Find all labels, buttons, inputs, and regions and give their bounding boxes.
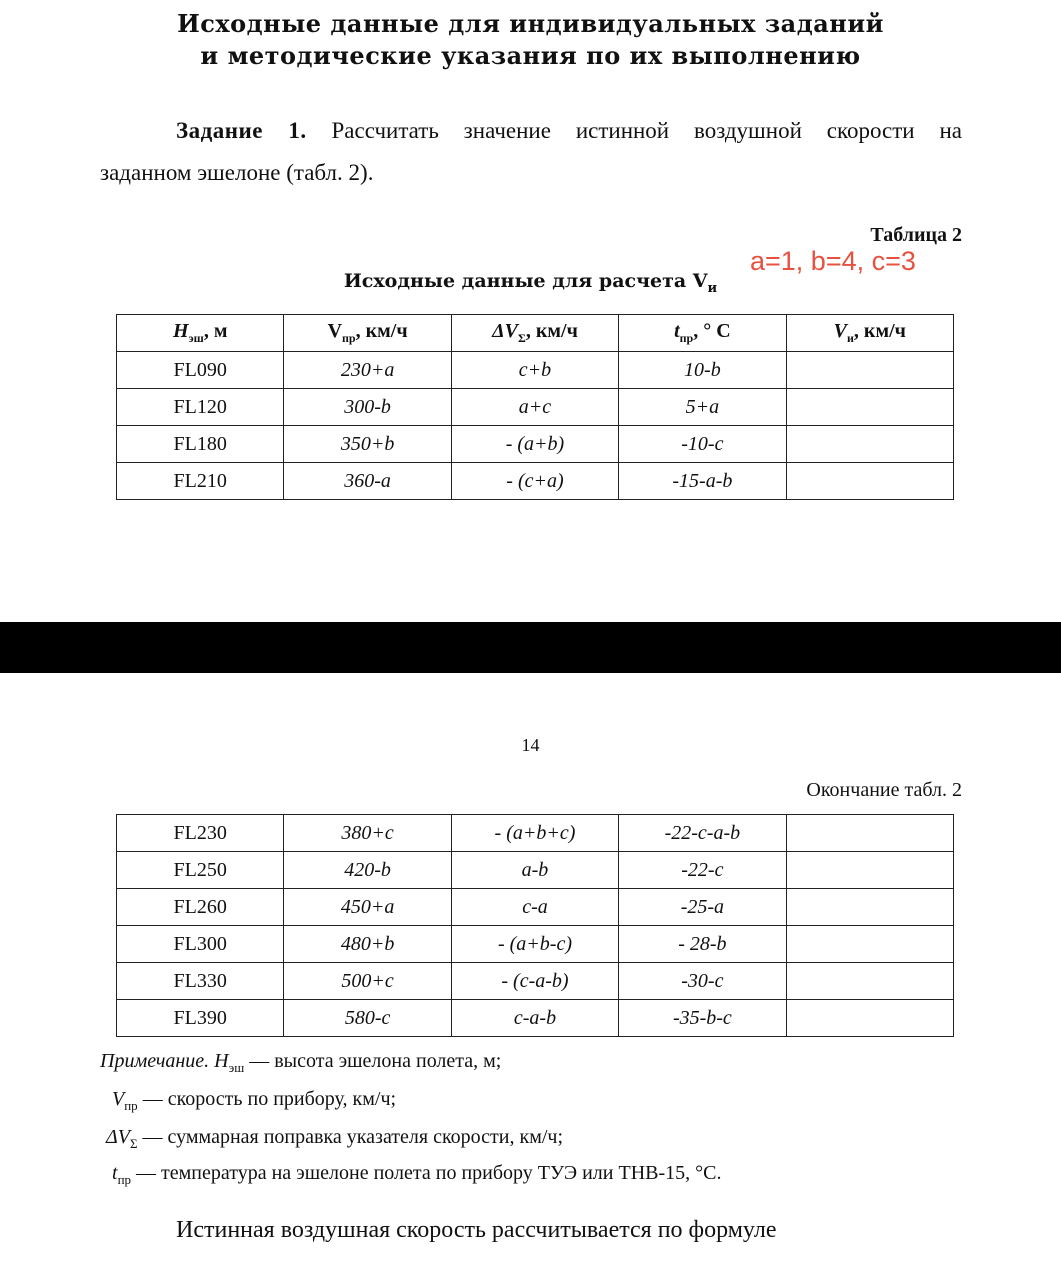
cell: c-a-b — [451, 1000, 618, 1037]
cell — [786, 889, 953, 926]
cell: a+c — [451, 389, 618, 426]
cell: 360-a — [284, 463, 451, 500]
cell: 350+b — [284, 426, 451, 463]
header-h: $H_{эш}$, м — [117, 315, 284, 352]
heading-line-2: и методические указания по их выполнению — [200, 41, 861, 70]
cell: -25-a — [619, 889, 786, 926]
cell: 480+b — [284, 926, 451, 963]
task-label: Задание 1. — [176, 118, 307, 143]
cell: -22-c — [619, 852, 786, 889]
cell: 380+c — [284, 815, 451, 852]
table-row — [117, 352, 954, 389]
cell: 580-c — [284, 1000, 451, 1037]
header-vpr: $V_{пр}$, км/ч — [284, 315, 451, 352]
cell: -15-a-b — [619, 463, 786, 500]
cell — [786, 926, 953, 963]
handwritten-note: a=1, b=4, c=3 — [750, 246, 916, 276]
cell: 420-b — [284, 852, 451, 889]
cell: 10-b — [619, 352, 786, 389]
cell: c+b — [451, 352, 618, 389]
task-text-line-1: Рассчитать значение истинной воздушной скорости на — [331, 118, 962, 143]
cell: -35-b-c — [619, 1000, 786, 1037]
heading-line-1: Исходные данные для индивидуальных заданий — [177, 9, 884, 38]
cell — [786, 463, 953, 500]
data-table-part-2 — [116, 814, 954, 1037]
cell — [786, 389, 953, 426]
table-row — [117, 815, 954, 852]
note-line-1: Примечание. $H_{эш}$ — высота эшелона полета, м; — [100, 1050, 502, 1075]
note-prefix: Примечание. — [100, 1050, 210, 1072]
table-label: Таблица 2 — [870, 224, 962, 246]
cell: FL390 — [117, 1000, 284, 1037]
table-row — [117, 389, 954, 426]
note-line-4: $t_{пр}$ — температура на эшелоне полета по прибору ТУЭ или ТНВ-15, °С. — [112, 1162, 722, 1187]
cell: 450+a — [284, 889, 451, 926]
cell — [786, 815, 953, 852]
cell — [786, 852, 953, 889]
cell: FL230 — [117, 815, 284, 852]
cell: FL120 — [117, 389, 284, 426]
cell: FL330 — [117, 963, 284, 1000]
cell: FL260 — [117, 889, 284, 926]
cell — [786, 352, 953, 389]
note-line-2: $V_{пр}$ — скорость по прибору, км/ч; — [112, 1088, 397, 1113]
table-caption: Исходные данные для расчета $V_и$ — [343, 270, 718, 296]
cell: - (a+b+c) — [451, 815, 618, 852]
cell: FL210 — [117, 463, 284, 500]
task-text-line-2: заданном эшелоне (табл. 2). — [100, 160, 374, 185]
cell: -22-c-a-b — [619, 815, 786, 852]
table-row — [117, 926, 954, 963]
cell: FL090 — [117, 352, 284, 389]
cell: FL300 — [117, 926, 284, 963]
cell: 5+a — [619, 389, 786, 426]
task-paragraph — [100, 110, 962, 194]
header-vi: $V_и$, км/ч — [786, 315, 953, 352]
cell: FL180 — [117, 426, 284, 463]
table-row — [117, 889, 954, 926]
table-row — [117, 963, 954, 1000]
cell — [786, 1000, 953, 1037]
cell: - (a+b) — [451, 426, 618, 463]
table-row — [117, 852, 954, 889]
table-header-row — [117, 315, 954, 352]
page-separator — [0, 622, 1061, 673]
cell: -30-c — [619, 963, 786, 1000]
table-row — [117, 426, 954, 463]
cell: - (a+b-c) — [451, 926, 618, 963]
cell — [786, 426, 953, 463]
table-row — [117, 1000, 954, 1037]
note-line-3: $\Delta V_\Sigma$ — суммарная поправка указателя скорости, км/ч; — [106, 1126, 564, 1151]
continuation-label: Окончание табл. 2 — [806, 779, 962, 801]
cell: FL250 — [117, 852, 284, 889]
header-dv: $\Delta V_\Sigma$, км/ч — [451, 315, 618, 352]
cell: 500+c — [284, 963, 451, 1000]
cell: 230+a — [284, 352, 451, 389]
cell: -10-c — [619, 426, 786, 463]
formula-intro: Истинная воздушная скорость рассчитывается по формуле — [176, 1217, 777, 1243]
cell: c-a — [451, 889, 618, 926]
cell: 300-b — [284, 389, 451, 426]
data-table-part-1 — [116, 314, 954, 500]
cell: - (c+a) — [451, 463, 618, 500]
header-t: $t_{пр}$, ° С — [619, 315, 786, 352]
cell: - (c-a-b) — [451, 963, 618, 1000]
page-number: 14 — [521, 735, 540, 755]
cell: - 28-b — [619, 926, 786, 963]
table-row — [117, 463, 954, 500]
cell: a-b — [451, 852, 618, 889]
cell — [786, 963, 953, 1000]
